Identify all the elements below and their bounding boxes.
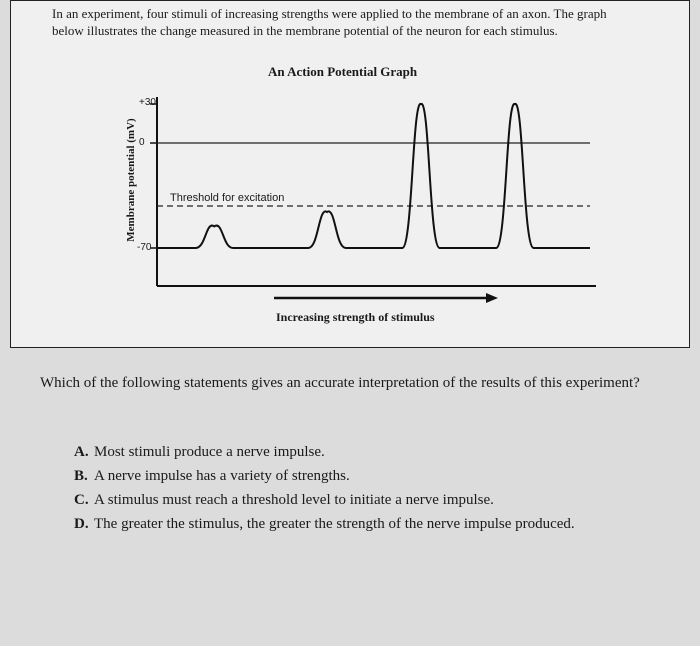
option-text: A stimulus must reach a threshold level to initiate a nerve impulse. xyxy=(94,492,494,508)
option-d[interactable] xyxy=(74,512,575,536)
option-letter: B. xyxy=(74,468,88,484)
x-axis-label: Increasing strength of stimulus xyxy=(276,310,435,324)
tick-label-minus70: -70 xyxy=(137,242,152,253)
answer-options xyxy=(74,440,575,536)
tick-label-zero: 0 xyxy=(139,137,145,148)
option-b[interactable] xyxy=(74,464,575,488)
option-letter: C. xyxy=(74,492,89,508)
tick-label-plus30: +30 xyxy=(139,97,156,108)
stimulus-arrow-head xyxy=(486,293,498,303)
option-letter: D. xyxy=(74,516,89,532)
threshold-label: Threshold for excitation xyxy=(170,192,285,204)
option-text: The greater the stimulus, the greater the strength of the nerve impulse produced. xyxy=(94,516,575,532)
membrane-potential-trace xyxy=(158,104,590,248)
option-letter: A. xyxy=(74,444,89,460)
question-text: Which of the following statements gives an accurate interpretation of the results of this experiment? xyxy=(40,375,640,391)
intro-text: In an experiment, four stimuli of increasing strengths were applied to the membrane of an axon. The graph below illustrates the change measured in the membrane potential of the neuron for each stimulus. xyxy=(52,6,607,38)
option-text: A nerve impulse has a variety of strengths. xyxy=(94,468,350,484)
y-axis-label: Membrane potential (mV) xyxy=(125,118,137,242)
graph-title: An Action Potential Graph xyxy=(268,64,418,79)
option-a[interactable] xyxy=(74,440,575,464)
option-c[interactable] xyxy=(74,488,575,512)
option-text: Most stimuli produce a nerve impulse. xyxy=(94,444,325,460)
